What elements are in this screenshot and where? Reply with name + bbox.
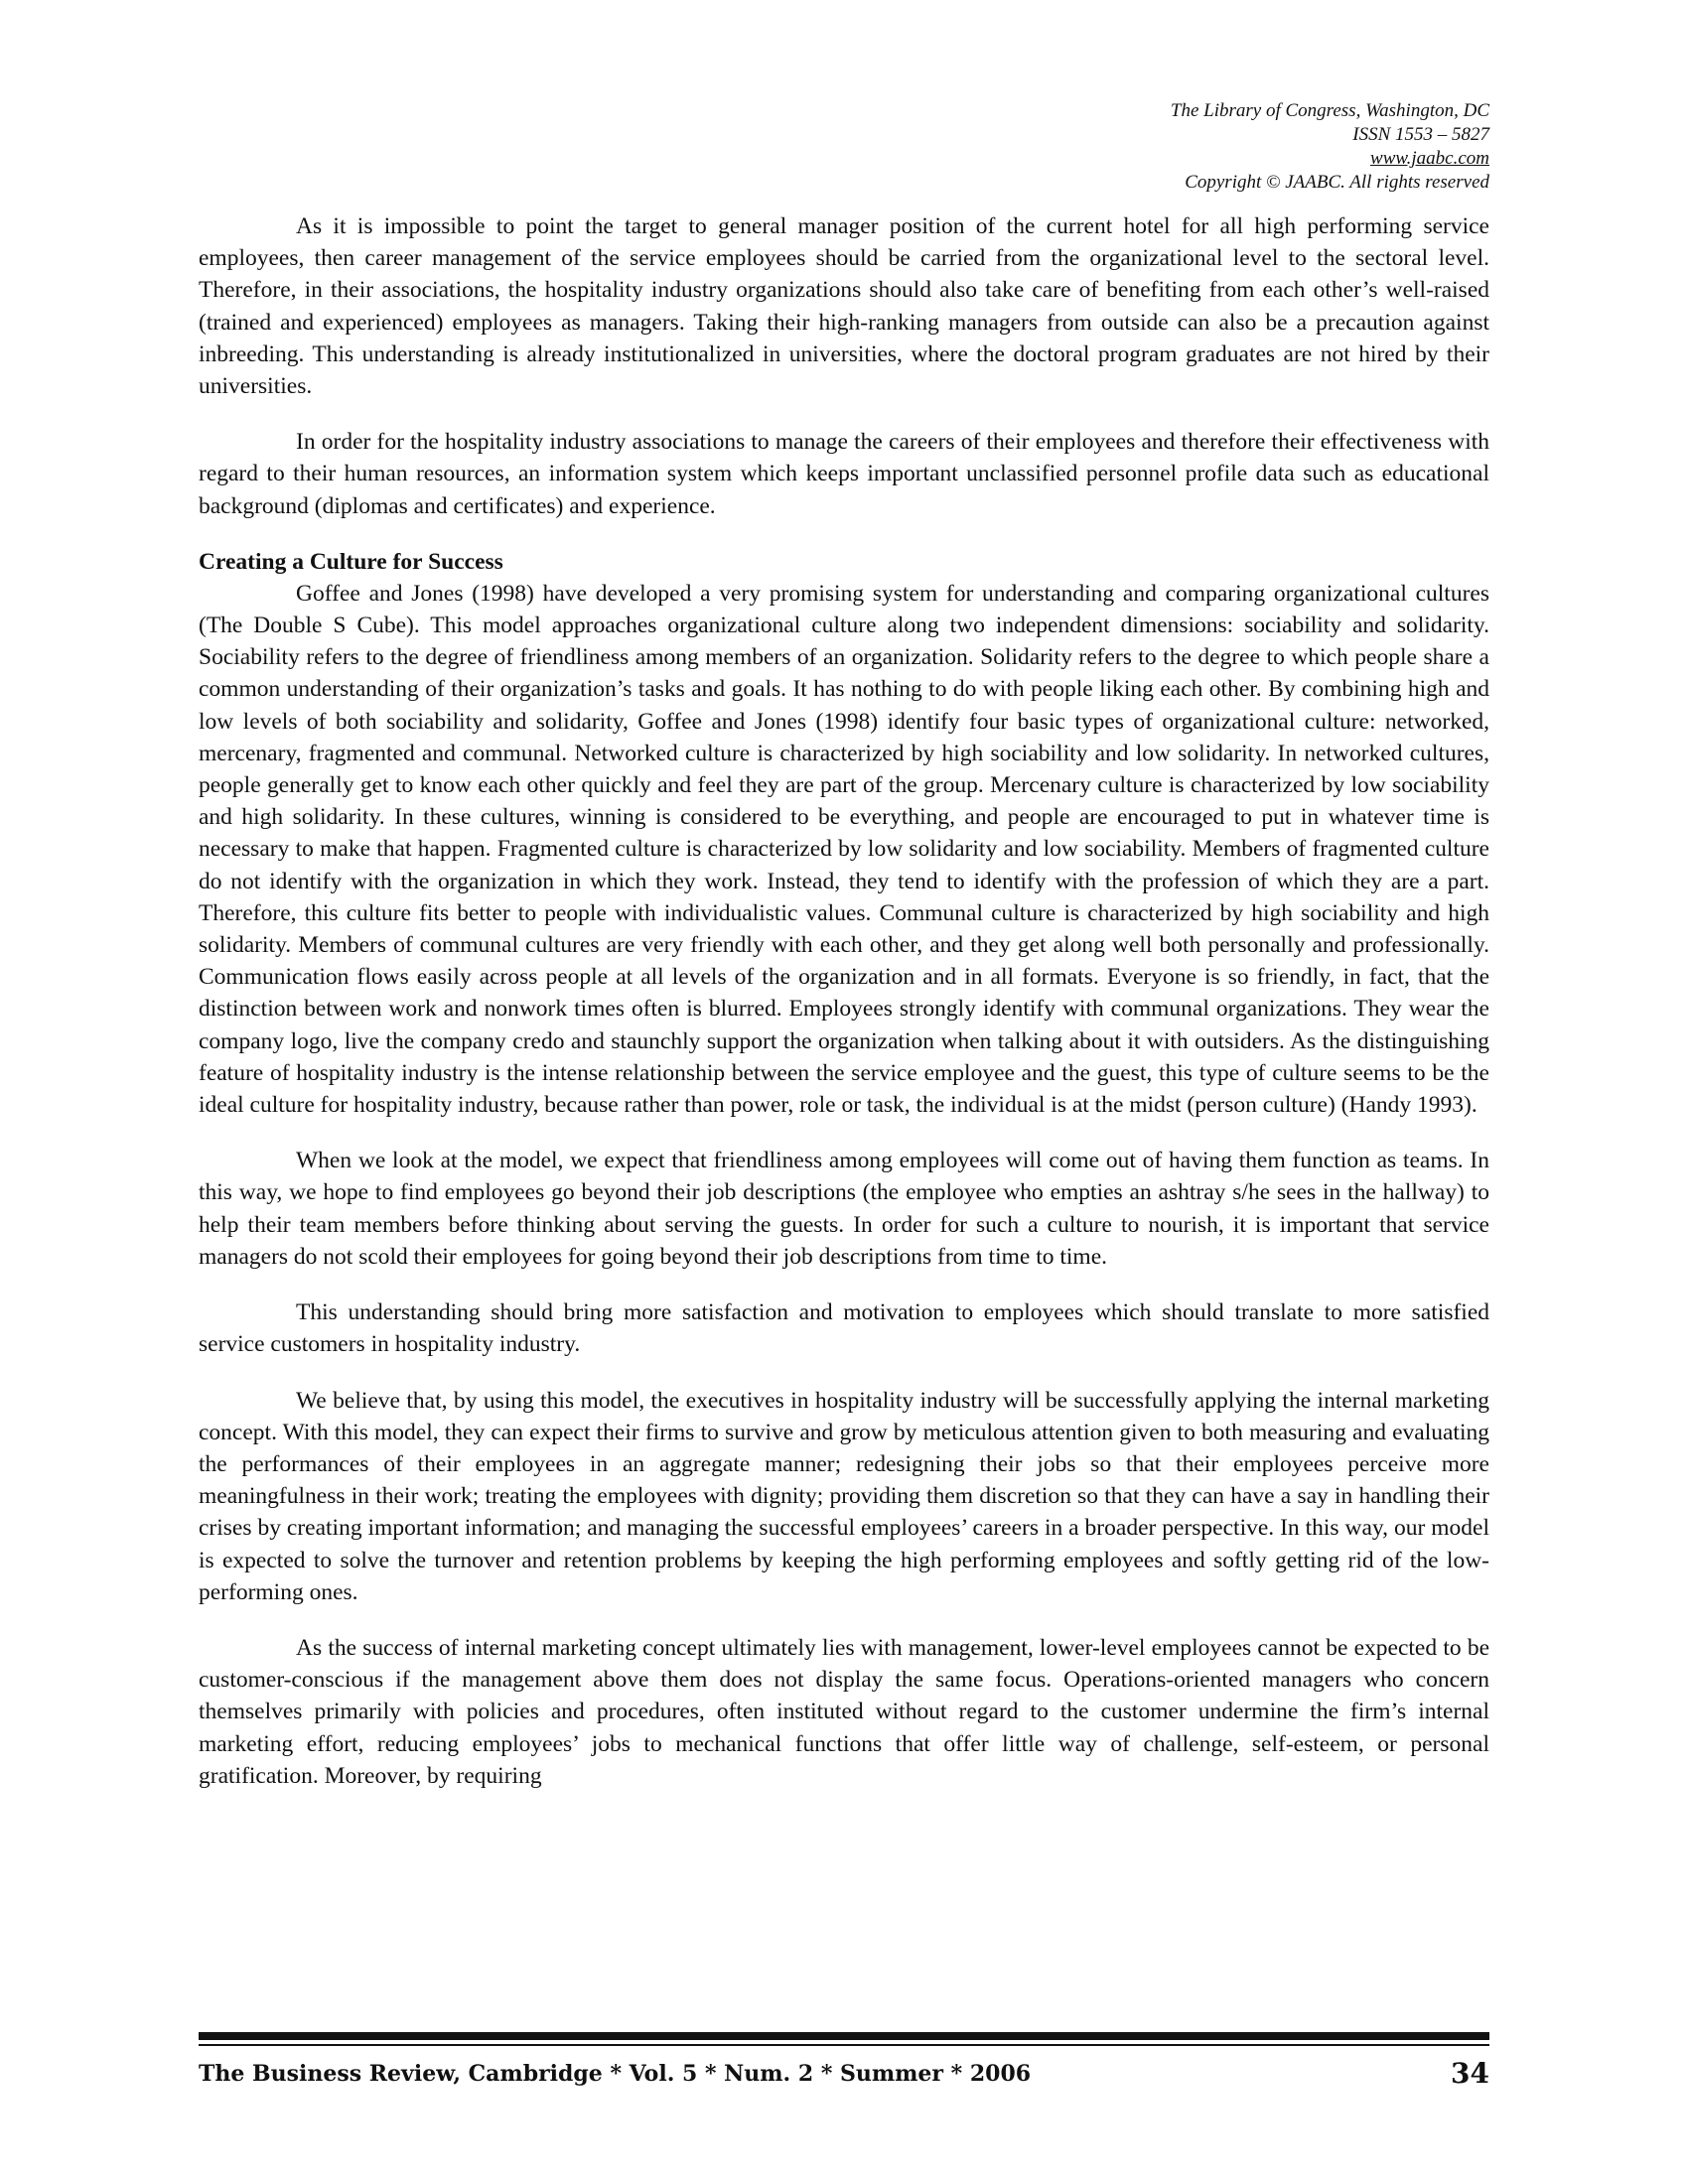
article-body (199, 210, 1489, 1816)
paragraph-satisfaction: This understanding should bring more satisfaction and motivation to employees which should translate to more satisfied service customers in hospitality industry. (199, 1299, 1489, 1358)
paragraph-career-management: As it is impossible to point the target to general manager position of the current hotel for all high performing service employees, then career management of the service employees should be carried from the organizational level to the sectoral level. Therefore, in their associations, the hospitality industry organizations should also take care of benefiting from each other’s well-raised (trained and experienced) employees as managers. Taking their high-ranking managers from outside can also be a precaution against inbreeding. This understanding is already institutionalized in universities, where the doctoral program graduates are not hired by their universities. (199, 213, 1489, 400)
paragraph-double-s-cube: Goffee and Jones (1998) have developed a very promising system for understanding and comparing organizational cultures (The Double S Cube). This model approaches organizational culture along two independent dimensions: sociability and solidarity. Sociability refers to the degree of friendliness among members of an organization. Solidarity refers to the degree to which people share a common understanding of their organization’s tasks and goals. It has nothing to do with people liking each other. By combining high and low levels of both sociability and solidarity, Goffee and Jones (1998) identify four basic types of organizational culture: networked, mercenary, fragmented and communal. Networked culture is characterized by high sociability and low solidarity. In networked cultures, people generally get to know each other quickly and feel they are part of the group. Mercenary culture is characterized by low sociability and high solidarity. In these cultures, winning is considered to be everything, and people are encouraged to put in whatever time is necessary to make that happen. Fragmented culture is characterized by low solidarity and low sociability. Members of fragmented culture do not identify with the organization in which they work. Instead, they tend to identify with the profession of which they are a part. Therefore, this culture fits better to people with individualistic values. Communal culture is characterized by high sociability and high solidarity. Members of communal cultures are very friendly with each other, and they get along well both personally and professionally. Communication flows easily across people at all levels of the organization and in all formats. Everyone is so friendly, in fact, that the distinction between work and nonwork times often is blurred. Employees strongly identify with communal organizations. They wear the company logo, live the company credo and staunchly support the organization when talking about it with outsiders. As the distinguishing feature of hospitality industry is the intense relationship between the service employee and the guest, this type of culture seems to be the ideal culture for hospitality industry, because rather than power, role or task, the individual is at the midst (person culture) (Handy 1993). (199, 580, 1489, 1119)
header-library-line: The Library of Congress, Washington, DC (1170, 100, 1489, 121)
footer-journal-citation: The Business Review, Cambridge * Vol. 5 * Num. 2 * Summer * 2006 (199, 2061, 1032, 2087)
paragraph-teams: When we look at the model, we expect that friendliness among employees will come out of having them function as teams. In this way, we hope to find employees go beyond their job descriptions (the employee who empties an ashtray s/he sees in the hallway) to help their team members before thinking about serving the guests. In order for such a culture to nourish, it is important that service managers do not scold their employees for going beyond their job descriptions from time to time. (199, 1148, 1489, 1270)
footer-rule-thick (199, 2032, 1489, 2040)
paragraph-internal-marketing: We believe that, by using this model, the executives in hospitality industry will be successfully applying the internal marketing concept. With this model, they can expect their firms to survive and grow by meticulous attention given to both measuring and evaluating the performances of their employees in an aggregate manner; redesigning their jobs so that their employees perceive more meaningfulness in their work; treating the employees with dignity; providing them discretion so that they can have a say in handling their crises by creating important information; and managing the successful employees’ careers in a broader perspective. In this way, our model is expected to solve the turnover and retention problems by keeping the high performing employees and softly getting rid of the low-performing ones. (199, 1387, 1489, 1605)
paragraph-information-system: In order for the hospitality industry associations to manage the careers of their employees and therefore their effectiveness with regard to their human resources, an information system which keeps important unclassified personnel profile data such as educational background (diplomas and certificates) and experience. (199, 429, 1489, 519)
footer-rule-thin (199, 2044, 1489, 2046)
section-heading: Creating a Culture for Success (199, 548, 503, 575)
header-website-link[interactable]: www.jaabc.com (1370, 148, 1489, 169)
paragraph-management-focus: As the success of internal marketing concept ultimately lies with management, lower-level employees cannot be expected to be customer-conscious if the management above them does not display the same focus. Operations-oriented managers who concern themselves primarily with policies and procedures, often instituted without regard to the customer undermine the firm’s internal marketing effort, reducing employees’ jobs to mechanical functions that offer little way of challenge, self-esteem, or personal gratification. Moreover, by requiring (199, 1634, 1489, 1789)
header-copyright-line: Copyright © JAABC. All rights reserved (1185, 172, 1489, 193)
header-issn-line: ISSN 1553 – 5827 (1352, 124, 1489, 145)
page-header (894, 99, 1489, 195)
page-number: 34 (1451, 2057, 1489, 2090)
